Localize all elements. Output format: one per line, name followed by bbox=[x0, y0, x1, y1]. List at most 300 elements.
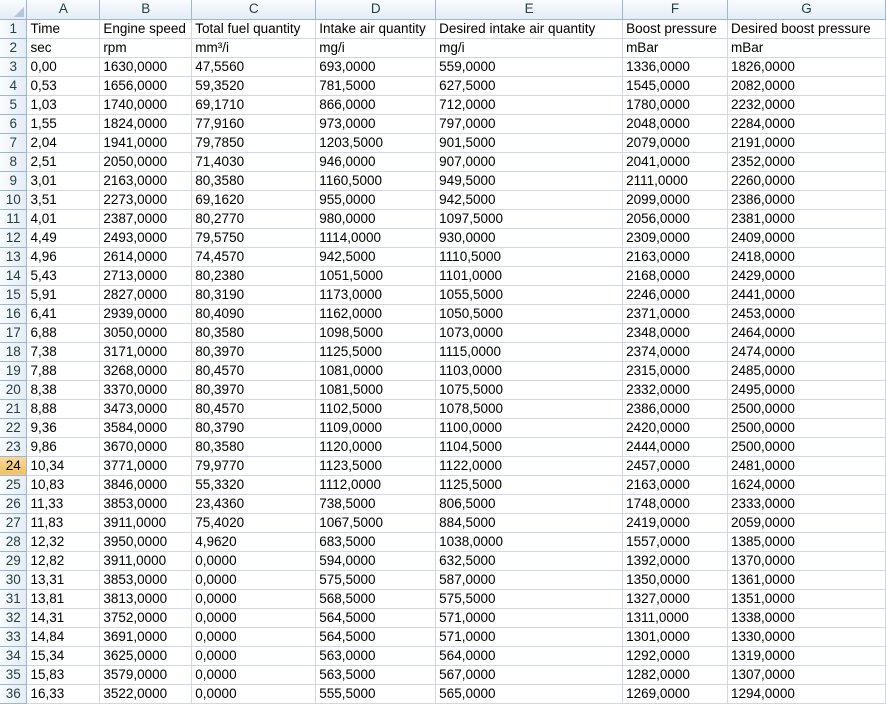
cell-g16[interactable]: 2453,0000 bbox=[728, 304, 886, 323]
cell-g35[interactable]: 1307,0000 bbox=[728, 665, 886, 684]
cell-b20[interactable]: 3370,0000 bbox=[100, 380, 192, 399]
cell-g24[interactable]: 2481,0000 bbox=[728, 456, 886, 475]
cell-d18[interactable]: 1125,5000 bbox=[316, 342, 436, 361]
cell-f35[interactable]: 1282,0000 bbox=[623, 665, 728, 684]
cell-f32[interactable]: 1311,0000 bbox=[623, 608, 728, 627]
cell-e36[interactable]: 565,0000 bbox=[436, 684, 623, 703]
cell-c16[interactable]: 80,4090 bbox=[192, 304, 316, 323]
cell-d4[interactable]: 781,5000 bbox=[316, 76, 436, 95]
cell-g1[interactable]: Desired boost pressure bbox=[728, 19, 886, 38]
cell-g8[interactable]: 2352,0000 bbox=[728, 152, 886, 171]
cell-g10[interactable]: 2386,0000 bbox=[728, 190, 886, 209]
cell-a18[interactable]: 7,38 bbox=[27, 342, 100, 361]
cell-e21[interactable]: 1078,5000 bbox=[436, 399, 623, 418]
cell-c4[interactable]: 59,3520 bbox=[192, 76, 316, 95]
cell-c31[interactable]: 0,0000 bbox=[192, 589, 316, 608]
cell-a11[interactable]: 4,01 bbox=[27, 209, 100, 228]
cell-c34[interactable]: 0,0000 bbox=[192, 646, 316, 665]
cell-b1[interactable]: Engine speed bbox=[100, 19, 192, 38]
cell-b2[interactable]: rpm bbox=[100, 38, 192, 57]
cell-d2[interactable]: mg/i bbox=[316, 38, 436, 57]
cell-a5[interactable]: 1,03 bbox=[27, 95, 100, 114]
cell-f7[interactable]: 2079,0000 bbox=[623, 133, 728, 152]
table-row bbox=[0, 133, 886, 152]
cell-b18[interactable]: 3171,0000 bbox=[100, 342, 192, 361]
cell-b4[interactable]: 1656,0000 bbox=[100, 76, 192, 95]
cell-a23[interactable]: 9,86 bbox=[27, 437, 100, 456]
cell-c32[interactable]: 0,0000 bbox=[192, 608, 316, 627]
cell-e11[interactable]: 1097,5000 bbox=[436, 209, 623, 228]
column-header-c[interactable]: C bbox=[192, 0, 316, 19]
cell-c28[interactable]: 4,9620 bbox=[192, 532, 316, 551]
row-header[interactable]: 6 bbox=[0, 114, 27, 133]
cell-c3[interactable]: 47,5560 bbox=[192, 57, 316, 76]
cell-a32[interactable]: 14,31 bbox=[27, 608, 100, 627]
cell-f14[interactable]: 2168,0000 bbox=[623, 266, 728, 285]
cell-f2[interactable]: mBar bbox=[623, 38, 728, 57]
cell-e19[interactable]: 1103,0000 bbox=[436, 361, 623, 380]
cell-b24[interactable]: 3771,0000 bbox=[100, 456, 192, 475]
cell-e14[interactable]: 1101,0000 bbox=[436, 266, 623, 285]
cell-a4[interactable]: 0,53 bbox=[27, 76, 100, 95]
cell-b16[interactable]: 2939,0000 bbox=[100, 304, 192, 323]
cell-f29[interactable]: 1392,0000 bbox=[623, 551, 728, 570]
cell-f24[interactable]: 2457,0000 bbox=[623, 456, 728, 475]
cell-a16[interactable]: 6,41 bbox=[27, 304, 100, 323]
cell-b34[interactable]: 3625,0000 bbox=[100, 646, 192, 665]
cell-f18[interactable]: 2374,0000 bbox=[623, 342, 728, 361]
cell-g13[interactable]: 2418,0000 bbox=[728, 247, 886, 266]
cell-c2[interactable]: mm³/i bbox=[192, 38, 316, 57]
row-header[interactable]: 27 bbox=[0, 513, 27, 532]
cell-d19[interactable]: 1081,0000 bbox=[316, 361, 436, 380]
cell-b15[interactable]: 2827,0000 bbox=[100, 285, 192, 304]
cell-b17[interactable]: 3050,0000 bbox=[100, 323, 192, 342]
cell-b25[interactable]: 3846,0000 bbox=[100, 475, 192, 494]
cell-e26[interactable]: 806,5000 bbox=[436, 494, 623, 513]
column-header-b[interactable]: B bbox=[100, 0, 192, 19]
cell-f19[interactable]: 2315,0000 bbox=[623, 361, 728, 380]
cell-d12[interactable]: 1114,0000 bbox=[316, 228, 436, 247]
cell-g23[interactable]: 2500,0000 bbox=[728, 437, 886, 456]
table-row bbox=[0, 38, 886, 57]
cell-c1[interactable]: Total fuel quantity bbox=[192, 19, 316, 38]
cell-a21[interactable]: 8,88 bbox=[27, 399, 100, 418]
cell-g17[interactable]: 2464,0000 bbox=[728, 323, 886, 342]
cell-f28[interactable]: 1557,0000 bbox=[623, 532, 728, 551]
cell-a6[interactable]: 1,55 bbox=[27, 114, 100, 133]
row-header[interactable]: 10 bbox=[0, 190, 27, 209]
column-header-f[interactable]: F bbox=[623, 0, 728, 19]
cell-f25[interactable]: 2163,0000 bbox=[623, 475, 728, 494]
cell-f5[interactable]: 1780,0000 bbox=[623, 95, 728, 114]
cell-a35[interactable]: 15,83 bbox=[27, 665, 100, 684]
cell-c12[interactable]: 79,5750 bbox=[192, 228, 316, 247]
cell-f22[interactable]: 2420,0000 bbox=[623, 418, 728, 437]
cell-f6[interactable]: 2048,0000 bbox=[623, 114, 728, 133]
cell-b12[interactable]: 2493,0000 bbox=[100, 228, 192, 247]
cell-g32[interactable]: 1338,0000 bbox=[728, 608, 886, 627]
cell-f23[interactable]: 2444,0000 bbox=[623, 437, 728, 456]
cell-d31[interactable]: 568,5000 bbox=[316, 589, 436, 608]
cell-a8[interactable]: 2,51 bbox=[27, 152, 100, 171]
cell-d21[interactable]: 1102,5000 bbox=[316, 399, 436, 418]
cell-c5[interactable]: 69,1710 bbox=[192, 95, 316, 114]
cell-a19[interactable]: 7,88 bbox=[27, 361, 100, 380]
row-header[interactable]: 12 bbox=[0, 228, 27, 247]
row-header[interactable]: 30 bbox=[0, 570, 27, 589]
cell-d30[interactable]: 575,5000 bbox=[316, 570, 436, 589]
cell-b36[interactable]: 3522,0000 bbox=[100, 684, 192, 703]
cell-e10[interactable]: 942,5000 bbox=[436, 190, 623, 209]
cell-d20[interactable]: 1081,5000 bbox=[316, 380, 436, 399]
row-header[interactable]: 24 bbox=[0, 456, 27, 475]
cell-e27[interactable]: 884,5000 bbox=[436, 513, 623, 532]
row-header[interactable]: 9 bbox=[0, 171, 27, 190]
cell-b9[interactable]: 2163,0000 bbox=[100, 171, 192, 190]
cell-g2[interactable]: mBar bbox=[728, 38, 886, 57]
cell-d5[interactable]: 866,0000 bbox=[316, 95, 436, 114]
cell-b21[interactable]: 3473,0000 bbox=[100, 399, 192, 418]
cell-g25[interactable]: 1624,0000 bbox=[728, 475, 886, 494]
cell-e22[interactable]: 1100,0000 bbox=[436, 418, 623, 437]
cell-d32[interactable]: 564,5000 bbox=[316, 608, 436, 627]
cell-d34[interactable]: 563,0000 bbox=[316, 646, 436, 665]
cell-d14[interactable]: 1051,5000 bbox=[316, 266, 436, 285]
cell-g3[interactable]: 1826,0000 bbox=[728, 57, 886, 76]
cell-f17[interactable]: 2348,0000 bbox=[623, 323, 728, 342]
cell-g20[interactable]: 2495,0000 bbox=[728, 380, 886, 399]
cell-e6[interactable]: 797,0000 bbox=[436, 114, 623, 133]
cell-d8[interactable]: 946,0000 bbox=[316, 152, 436, 171]
cell-c35[interactable]: 0,0000 bbox=[192, 665, 316, 684]
cell-f30[interactable]: 1350,0000 bbox=[623, 570, 728, 589]
cell-f9[interactable]: 2111,0000 bbox=[623, 171, 728, 190]
cell-d22[interactable]: 1109,0000 bbox=[316, 418, 436, 437]
cell-g12[interactable]: 2409,0000 bbox=[728, 228, 886, 247]
cell-d1[interactable]: Intake air quantity bbox=[316, 19, 436, 38]
cell-b31[interactable]: 3813,0000 bbox=[100, 589, 192, 608]
cell-e7[interactable]: 901,5000 bbox=[436, 133, 623, 152]
cell-g21[interactable]: 2500,0000 bbox=[728, 399, 886, 418]
cell-c22[interactable]: 80,3790 bbox=[192, 418, 316, 437]
row-header[interactable]: 5 bbox=[0, 95, 27, 114]
cell-e32[interactable]: 571,0000 bbox=[436, 608, 623, 627]
row-header[interactable]: 8 bbox=[0, 152, 27, 171]
row-header[interactable]: 14 bbox=[0, 266, 27, 285]
cell-e16[interactable]: 1050,5000 bbox=[436, 304, 623, 323]
row-header[interactable]: 36 bbox=[0, 684, 27, 703]
cell-b6[interactable]: 1824,0000 bbox=[100, 114, 192, 133]
cell-a25[interactable]: 10,83 bbox=[27, 475, 100, 494]
cell-f1[interactable]: Boost pressure bbox=[623, 19, 728, 38]
cell-a22[interactable]: 9,36 bbox=[27, 418, 100, 437]
row-header[interactable]: 35 bbox=[0, 665, 27, 684]
cell-a17[interactable]: 6,88 bbox=[27, 323, 100, 342]
cell-d11[interactable]: 980,0000 bbox=[316, 209, 436, 228]
cell-a27[interactable]: 11,83 bbox=[27, 513, 100, 532]
cell-g27[interactable]: 2059,0000 bbox=[728, 513, 886, 532]
cell-b29[interactable]: 3911,0000 bbox=[100, 551, 192, 570]
cell-c17[interactable]: 80,3580 bbox=[192, 323, 316, 342]
cell-e4[interactable]: 627,5000 bbox=[436, 76, 623, 95]
cell-g29[interactable]: 1370,0000 bbox=[728, 551, 886, 570]
cell-c27[interactable]: 75,4020 bbox=[192, 513, 316, 532]
row-header[interactable]: 26 bbox=[0, 494, 27, 513]
row-header[interactable]: 7 bbox=[0, 133, 27, 152]
cell-a15[interactable]: 5,91 bbox=[27, 285, 100, 304]
cell-f10[interactable]: 2099,0000 bbox=[623, 190, 728, 209]
cell-c10[interactable]: 69,1620 bbox=[192, 190, 316, 209]
row-header[interactable]: 20 bbox=[0, 380, 27, 399]
row-header[interactable]: 28 bbox=[0, 532, 27, 551]
row-header[interactable]: 18 bbox=[0, 342, 27, 361]
row-header[interactable]: 11 bbox=[0, 209, 27, 228]
cell-d28[interactable]: 683,5000 bbox=[316, 532, 436, 551]
cell-d9[interactable]: 1160,5000 bbox=[316, 171, 436, 190]
row-header[interactable]: 3 bbox=[0, 57, 27, 76]
cell-e13[interactable]: 1110,5000 bbox=[436, 247, 623, 266]
cell-a7[interactable]: 2,04 bbox=[27, 133, 100, 152]
cell-e29[interactable]: 632,5000 bbox=[436, 551, 623, 570]
cell-a24[interactable]: 10,34 bbox=[27, 456, 100, 475]
cell-f16[interactable]: 2371,0000 bbox=[623, 304, 728, 323]
cell-e35[interactable]: 567,0000 bbox=[436, 665, 623, 684]
cell-b8[interactable]: 2050,0000 bbox=[100, 152, 192, 171]
cell-b32[interactable]: 3752,0000 bbox=[100, 608, 192, 627]
table-row bbox=[0, 171, 886, 190]
cell-d16[interactable]: 1162,0000 bbox=[316, 304, 436, 323]
cell-c25[interactable]: 55,3320 bbox=[192, 475, 316, 494]
row-header[interactable]: 2 bbox=[0, 38, 27, 57]
cell-f4[interactable]: 1545,0000 bbox=[623, 76, 728, 95]
cell-e5[interactable]: 712,0000 bbox=[436, 95, 623, 114]
cell-g36[interactable]: 1294,0000 bbox=[728, 684, 886, 703]
cell-c9[interactable]: 80,3580 bbox=[192, 171, 316, 190]
column-header-a[interactable]: A bbox=[27, 0, 100, 19]
cell-d26[interactable]: 738,5000 bbox=[316, 494, 436, 513]
cell-f33[interactable]: 1301,0000 bbox=[623, 627, 728, 646]
cell-c33[interactable]: 0,0000 bbox=[192, 627, 316, 646]
row-header[interactable]: 25 bbox=[0, 475, 27, 494]
row-header[interactable]: 29 bbox=[0, 551, 27, 570]
cell-d17[interactable]: 1098,5000 bbox=[316, 323, 436, 342]
row-header[interactable]: 31 bbox=[0, 589, 27, 608]
cell-d27[interactable]: 1067,5000 bbox=[316, 513, 436, 532]
column-header-e[interactable]: E bbox=[436, 0, 623, 19]
cell-b3[interactable]: 1630,0000 bbox=[100, 57, 192, 76]
cell-f12[interactable]: 2309,0000 bbox=[623, 228, 728, 247]
cell-d15[interactable]: 1173,0000 bbox=[316, 285, 436, 304]
cell-d23[interactable]: 1120,0000 bbox=[316, 437, 436, 456]
cell-a10[interactable]: 3,51 bbox=[27, 190, 100, 209]
cell-g31[interactable]: 1351,0000 bbox=[728, 589, 886, 608]
cell-e18[interactable]: 1115,0000 bbox=[436, 342, 623, 361]
cell-d24[interactable]: 1123,5000 bbox=[316, 456, 436, 475]
cell-e1[interactable]: Desired intake air quantity bbox=[436, 19, 623, 38]
cell-g5[interactable]: 2232,0000 bbox=[728, 95, 886, 114]
cell-b22[interactable]: 3584,0000 bbox=[100, 418, 192, 437]
cell-a36[interactable]: 16,33 bbox=[27, 684, 100, 703]
cell-c6[interactable]: 77,9160 bbox=[192, 114, 316, 133]
row-header[interactable]: 15 bbox=[0, 285, 27, 304]
column-header-d[interactable]: D bbox=[316, 0, 436, 19]
cell-a29[interactable]: 12,82 bbox=[27, 551, 100, 570]
select-all-corner[interactable] bbox=[0, 0, 27, 19]
cell-e30[interactable]: 587,0000 bbox=[436, 570, 623, 589]
cell-c11[interactable]: 80,2770 bbox=[192, 209, 316, 228]
cell-a13[interactable]: 4,96 bbox=[27, 247, 100, 266]
cell-b11[interactable]: 2387,0000 bbox=[100, 209, 192, 228]
row-header[interactable]: 4 bbox=[0, 76, 27, 95]
row-header[interactable]: 17 bbox=[0, 323, 27, 342]
cell-d3[interactable]: 693,0000 bbox=[316, 57, 436, 76]
cell-d36[interactable]: 555,5000 bbox=[316, 684, 436, 703]
cell-b28[interactable]: 3950,0000 bbox=[100, 532, 192, 551]
cell-d10[interactable]: 955,0000 bbox=[316, 190, 436, 209]
cell-c15[interactable]: 80,3190 bbox=[192, 285, 316, 304]
cell-e33[interactable]: 571,0000 bbox=[436, 627, 623, 646]
cell-b19[interactable]: 3268,0000 bbox=[100, 361, 192, 380]
row-header[interactable]: 21 bbox=[0, 399, 27, 418]
cell-c20[interactable]: 80,3970 bbox=[192, 380, 316, 399]
cell-a20[interactable]: 8,38 bbox=[27, 380, 100, 399]
cell-f15[interactable]: 2246,0000 bbox=[623, 285, 728, 304]
cell-g28[interactable]: 1385,0000 bbox=[728, 532, 886, 551]
cell-a26[interactable]: 11,33 bbox=[27, 494, 100, 513]
cell-c7[interactable]: 79,7850 bbox=[192, 133, 316, 152]
cell-c36[interactable]: 0,0000 bbox=[192, 684, 316, 703]
cell-b23[interactable]: 3670,0000 bbox=[100, 437, 192, 456]
cell-e28[interactable]: 1038,0000 bbox=[436, 532, 623, 551]
row-header[interactable]: 34 bbox=[0, 646, 27, 665]
cell-b10[interactable]: 2273,0000 bbox=[100, 190, 192, 209]
cell-a1[interactable]: Time bbox=[27, 19, 100, 38]
cell-e25[interactable]: 1125,5000 bbox=[436, 475, 623, 494]
cell-c26[interactable]: 23,4360 bbox=[192, 494, 316, 513]
row-header[interactable]: 16 bbox=[0, 304, 27, 323]
cell-a3[interactable]: 0,00 bbox=[27, 57, 100, 76]
cell-a31[interactable]: 13,81 bbox=[27, 589, 100, 608]
cell-e2[interactable]: mg/i bbox=[436, 38, 623, 57]
row-header[interactable]: 19 bbox=[0, 361, 27, 380]
cell-c14[interactable]: 80,2380 bbox=[192, 266, 316, 285]
cell-e24[interactable]: 1122,0000 bbox=[436, 456, 623, 475]
cell-f27[interactable]: 2419,0000 bbox=[623, 513, 728, 532]
cell-g15[interactable]: 2441,0000 bbox=[728, 285, 886, 304]
cell-g19[interactable]: 2485,0000 bbox=[728, 361, 886, 380]
cell-f34[interactable]: 1292,0000 bbox=[623, 646, 728, 665]
cell-b35[interactable]: 3579,0000 bbox=[100, 665, 192, 684]
cell-c19[interactable]: 80,4570 bbox=[192, 361, 316, 380]
cell-f3[interactable]: 1336,0000 bbox=[623, 57, 728, 76]
cell-g18[interactable]: 2474,0000 bbox=[728, 342, 886, 361]
cell-d7[interactable]: 1203,5000 bbox=[316, 133, 436, 152]
cell-g22[interactable]: 2500,0000 bbox=[728, 418, 886, 437]
cell-f11[interactable]: 2056,0000 bbox=[623, 209, 728, 228]
cell-e3[interactable]: 559,0000 bbox=[436, 57, 623, 76]
cell-f36[interactable]: 1269,0000 bbox=[623, 684, 728, 703]
cell-e15[interactable]: 1055,5000 bbox=[436, 285, 623, 304]
cell-f26[interactable]: 1748,0000 bbox=[623, 494, 728, 513]
cell-c30[interactable]: 0,0000 bbox=[192, 570, 316, 589]
cell-e31[interactable]: 575,5000 bbox=[436, 589, 623, 608]
cell-a12[interactable]: 4,49 bbox=[27, 228, 100, 247]
cell-e23[interactable]: 1104,5000 bbox=[436, 437, 623, 456]
cell-d35[interactable]: 563,5000 bbox=[316, 665, 436, 684]
column-header-g[interactable]: G bbox=[728, 0, 886, 19]
cell-e12[interactable]: 930,0000 bbox=[436, 228, 623, 247]
table-row bbox=[0, 304, 886, 323]
cell-g34[interactable]: 1319,0000 bbox=[728, 646, 886, 665]
cell-a2[interactable]: sec bbox=[27, 38, 100, 57]
cell-d29[interactable]: 594,0000 bbox=[316, 551, 436, 570]
cell-c29[interactable]: 0,0000 bbox=[192, 551, 316, 570]
cell-c21[interactable]: 80,4570 bbox=[192, 399, 316, 418]
row-header[interactable]: 23 bbox=[0, 437, 27, 456]
cell-f31[interactable]: 1327,0000 bbox=[623, 589, 728, 608]
row-header[interactable]: 1 bbox=[0, 19, 27, 38]
cell-f13[interactable]: 2163,0000 bbox=[623, 247, 728, 266]
cell-g11[interactable]: 2381,0000 bbox=[728, 209, 886, 228]
cell-d6[interactable]: 973,0000 bbox=[316, 114, 436, 133]
cell-b14[interactable]: 2713,0000 bbox=[100, 266, 192, 285]
cell-g14[interactable]: 2429,0000 bbox=[728, 266, 886, 285]
cell-d25[interactable]: 1112,0000 bbox=[316, 475, 436, 494]
cell-c18[interactable]: 80,3970 bbox=[192, 342, 316, 361]
cell-b33[interactable]: 3691,0000 bbox=[100, 627, 192, 646]
cell-g33[interactable]: 1330,0000 bbox=[728, 627, 886, 646]
cell-b30[interactable]: 3853,0000 bbox=[100, 570, 192, 589]
cell-c23[interactable]: 80,3580 bbox=[192, 437, 316, 456]
cell-g30[interactable]: 1361,0000 bbox=[728, 570, 886, 589]
cell-a30[interactable]: 13,31 bbox=[27, 570, 100, 589]
cell-b7[interactable]: 1941,0000 bbox=[100, 133, 192, 152]
cell-d33[interactable]: 564,5000 bbox=[316, 627, 436, 646]
cell-d13[interactable]: 942,5000 bbox=[316, 247, 436, 266]
cell-g7[interactable]: 2191,0000 bbox=[728, 133, 886, 152]
row-header[interactable]: 32 bbox=[0, 608, 27, 627]
cell-e9[interactable]: 949,5000 bbox=[436, 171, 623, 190]
cell-e8[interactable]: 907,0000 bbox=[436, 152, 623, 171]
cell-c24[interactable]: 79,9770 bbox=[192, 456, 316, 475]
cell-a34[interactable]: 15,34 bbox=[27, 646, 100, 665]
cell-f20[interactable]: 2332,0000 bbox=[623, 380, 728, 399]
cell-g9[interactable]: 2260,0000 bbox=[728, 171, 886, 190]
cell-e17[interactable]: 1073,0000 bbox=[436, 323, 623, 342]
cell-e34[interactable]: 564,0000 bbox=[436, 646, 623, 665]
cell-g4[interactable]: 2082,0000 bbox=[728, 76, 886, 95]
cell-b26[interactable]: 3853,0000 bbox=[100, 494, 192, 513]
cell-a33[interactable]: 14,84 bbox=[27, 627, 100, 646]
cell-b27[interactable]: 3911,0000 bbox=[100, 513, 192, 532]
row-header[interactable]: 13 bbox=[0, 247, 27, 266]
row-header[interactable]: 22 bbox=[0, 418, 27, 437]
cell-g26[interactable]: 2333,0000 bbox=[728, 494, 886, 513]
cell-a14[interactable]: 5,43 bbox=[27, 266, 100, 285]
cell-a9[interactable]: 3,01 bbox=[27, 171, 100, 190]
cell-f8[interactable]: 2041,0000 bbox=[623, 152, 728, 171]
cell-b13[interactable]: 2614,0000 bbox=[100, 247, 192, 266]
cell-e20[interactable]: 1075,5000 bbox=[436, 380, 623, 399]
row-header[interactable]: 33 bbox=[0, 627, 27, 646]
cell-g6[interactable]: 2284,0000 bbox=[728, 114, 886, 133]
cell-c8[interactable]: 71,4030 bbox=[192, 152, 316, 171]
cell-a28[interactable]: 12,32 bbox=[27, 532, 100, 551]
cell-b5[interactable]: 1740,0000 bbox=[100, 95, 192, 114]
cell-f21[interactable]: 2386,0000 bbox=[623, 399, 728, 418]
cell-c13[interactable]: 74,4570 bbox=[192, 247, 316, 266]
